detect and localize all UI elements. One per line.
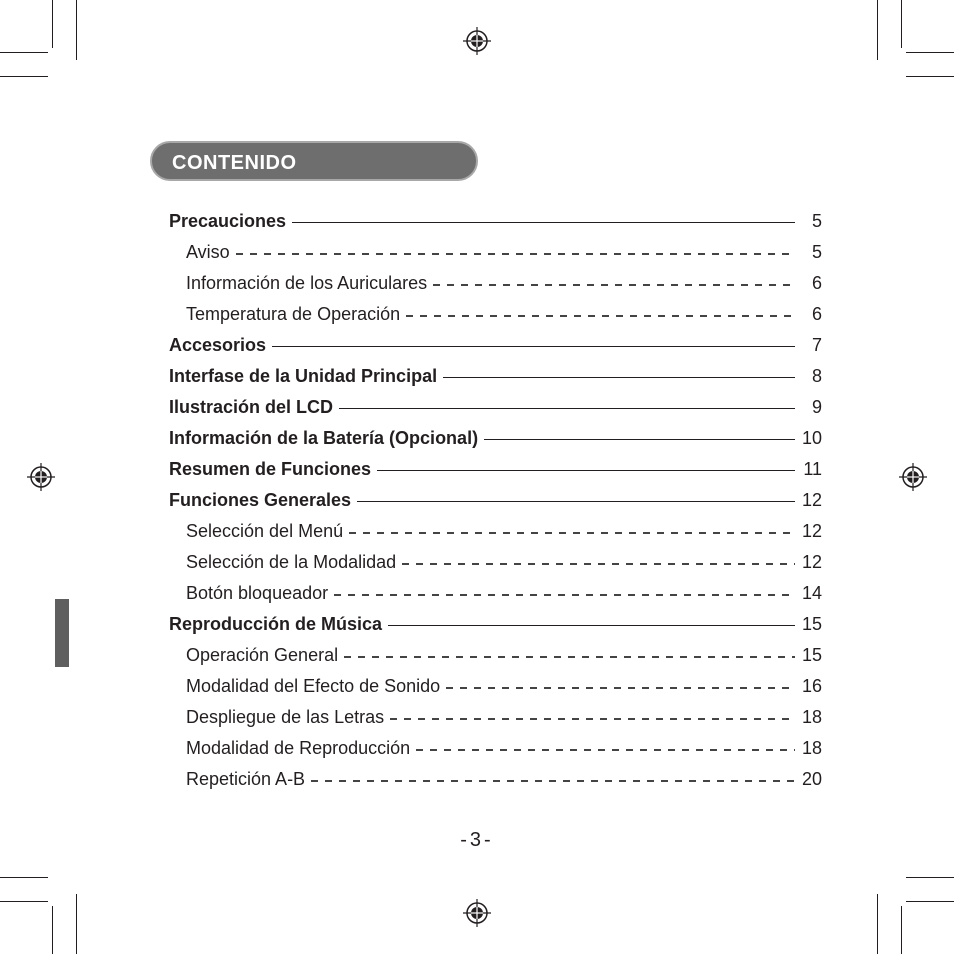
- toc-leader-line: [390, 718, 795, 720]
- crop-mark: [76, 894, 77, 954]
- toc-entry-label: Botón bloqueador: [186, 583, 332, 604]
- toc-entry-label: Modalidad del Efecto de Sonido: [186, 676, 444, 697]
- toc-entry-label: Interfase de la Unidad Principal: [169, 366, 441, 387]
- toc-leader-line: [446, 687, 795, 689]
- toc-entry-page: 20: [801, 769, 822, 789]
- toc-entry[interactable]: [0, 424, 954, 455]
- toc-entry-page: 12: [801, 490, 822, 510]
- crop-mark: [76, 0, 77, 60]
- toc-entry[interactable]: [0, 486, 954, 517]
- toc-leader-line: [311, 780, 795, 782]
- crop-mark: [906, 901, 954, 902]
- toc-leader-line: [344, 656, 795, 658]
- toc-leader-line: [388, 625, 795, 626]
- toc-entry-label: Información de los Auriculares: [186, 273, 431, 294]
- registration-mark-icon: [463, 27, 491, 55]
- toc-entry-page: 14: [801, 583, 822, 603]
- toc-entry[interactable]: [0, 641, 954, 672]
- toc-leader-line: [292, 222, 795, 223]
- toc-entry-label: Selección de la Modalidad: [186, 552, 400, 573]
- crop-mark: [906, 877, 954, 878]
- toc-entry[interactable]: [0, 362, 954, 393]
- crop-mark: [52, 0, 53, 48]
- page-number: -3-: [460, 829, 494, 851]
- toc-entry[interactable]: [0, 548, 954, 579]
- crop-mark: [906, 76, 954, 77]
- toc-entry-label: Despliegue de las Letras: [186, 707, 388, 728]
- crop-mark: [901, 0, 902, 48]
- toc-entry-page: 18: [801, 738, 822, 758]
- toc-entry-label: Resumen de Funciones: [169, 459, 375, 480]
- toc-leader-line: [377, 470, 795, 471]
- toc-entry-page: 11: [803, 459, 822, 479]
- toc-entry-label: Temperatura de Operación: [186, 304, 404, 325]
- toc-entry-label: Funciones Generales: [169, 490, 355, 511]
- toc-entry-page: 10: [801, 428, 822, 448]
- toc-leader-line: [236, 253, 795, 255]
- toc-entry-label: Información de la Batería (Opcional): [169, 428, 482, 449]
- page-title: CONTENIDO: [172, 152, 297, 174]
- crop-mark: [877, 894, 878, 954]
- toc-entry[interactable]: [0, 269, 954, 300]
- toc-entry[interactable]: [0, 672, 954, 703]
- toc-leader-line: [339, 408, 795, 409]
- toc-leader-line: [433, 284, 795, 286]
- toc-entry[interactable]: [0, 207, 954, 238]
- toc-entry[interactable]: [0, 393, 954, 424]
- toc-entry[interactable]: [0, 765, 954, 796]
- toc-leader-line: [349, 532, 795, 534]
- toc-leader-line: [357, 501, 795, 502]
- crop-mark: [901, 906, 902, 954]
- toc-entry-label: Operación General: [186, 645, 342, 666]
- crop-mark: [0, 877, 48, 878]
- registration-mark-icon: [463, 899, 491, 927]
- toc-entry-label: Selección del Menú: [186, 521, 347, 542]
- toc-entry-page: 12: [801, 521, 822, 541]
- toc-entry-page: 8: [811, 366, 822, 386]
- toc-entry[interactable]: [0, 517, 954, 548]
- crop-mark: [0, 76, 48, 77]
- toc-entry-label: Accesorios: [169, 335, 270, 356]
- crop-mark: [52, 906, 53, 954]
- toc-entry[interactable]: [0, 579, 954, 610]
- toc-entry-page: 15: [801, 645, 822, 665]
- toc-entry-label: Ilustración del LCD: [169, 397, 337, 418]
- toc-entry[interactable]: [0, 331, 954, 362]
- toc-entry-page: 18: [801, 707, 822, 727]
- toc-leader-line: [484, 439, 795, 440]
- crop-mark: [0, 901, 48, 902]
- toc-entry-page: 9: [811, 397, 822, 417]
- toc-leader-line: [443, 377, 795, 378]
- toc-entry-page: 7: [811, 335, 822, 355]
- toc-entry-page: 5: [811, 242, 822, 262]
- toc-leader-line: [272, 346, 795, 347]
- toc-entry-page: 16: [801, 676, 822, 696]
- toc-leader-line: [416, 749, 795, 751]
- toc-entry-page: 15: [801, 614, 822, 634]
- toc-leader-line: [402, 563, 795, 565]
- crop-mark: [0, 52, 48, 53]
- toc-entry[interactable]: [0, 455, 954, 486]
- section-header: [150, 141, 478, 181]
- toc-entry-page: 5: [811, 211, 822, 231]
- toc-entry-label: Modalidad de Reproducción: [186, 738, 414, 759]
- toc-leader-line: [406, 315, 795, 317]
- toc-entry-page: 6: [811, 273, 822, 293]
- toc-entry-page: 6: [811, 304, 822, 324]
- toc-entry-page: 12: [801, 552, 822, 572]
- toc-leader-line: [334, 594, 795, 596]
- toc-entry[interactable]: [0, 238, 954, 269]
- toc-entry[interactable]: [0, 300, 954, 331]
- toc-entry-label: Reproducción de Música: [169, 614, 386, 635]
- toc-entry-label: Repetición A-B: [186, 769, 309, 790]
- crop-mark: [877, 0, 878, 60]
- toc-entry[interactable]: [0, 734, 954, 765]
- toc-entry[interactable]: [0, 703, 954, 734]
- toc-entry[interactable]: [0, 610, 954, 641]
- toc-entry-label: Precauciones: [169, 211, 290, 232]
- crop-mark: [906, 52, 954, 53]
- toc-entry-label: Aviso: [186, 242, 234, 263]
